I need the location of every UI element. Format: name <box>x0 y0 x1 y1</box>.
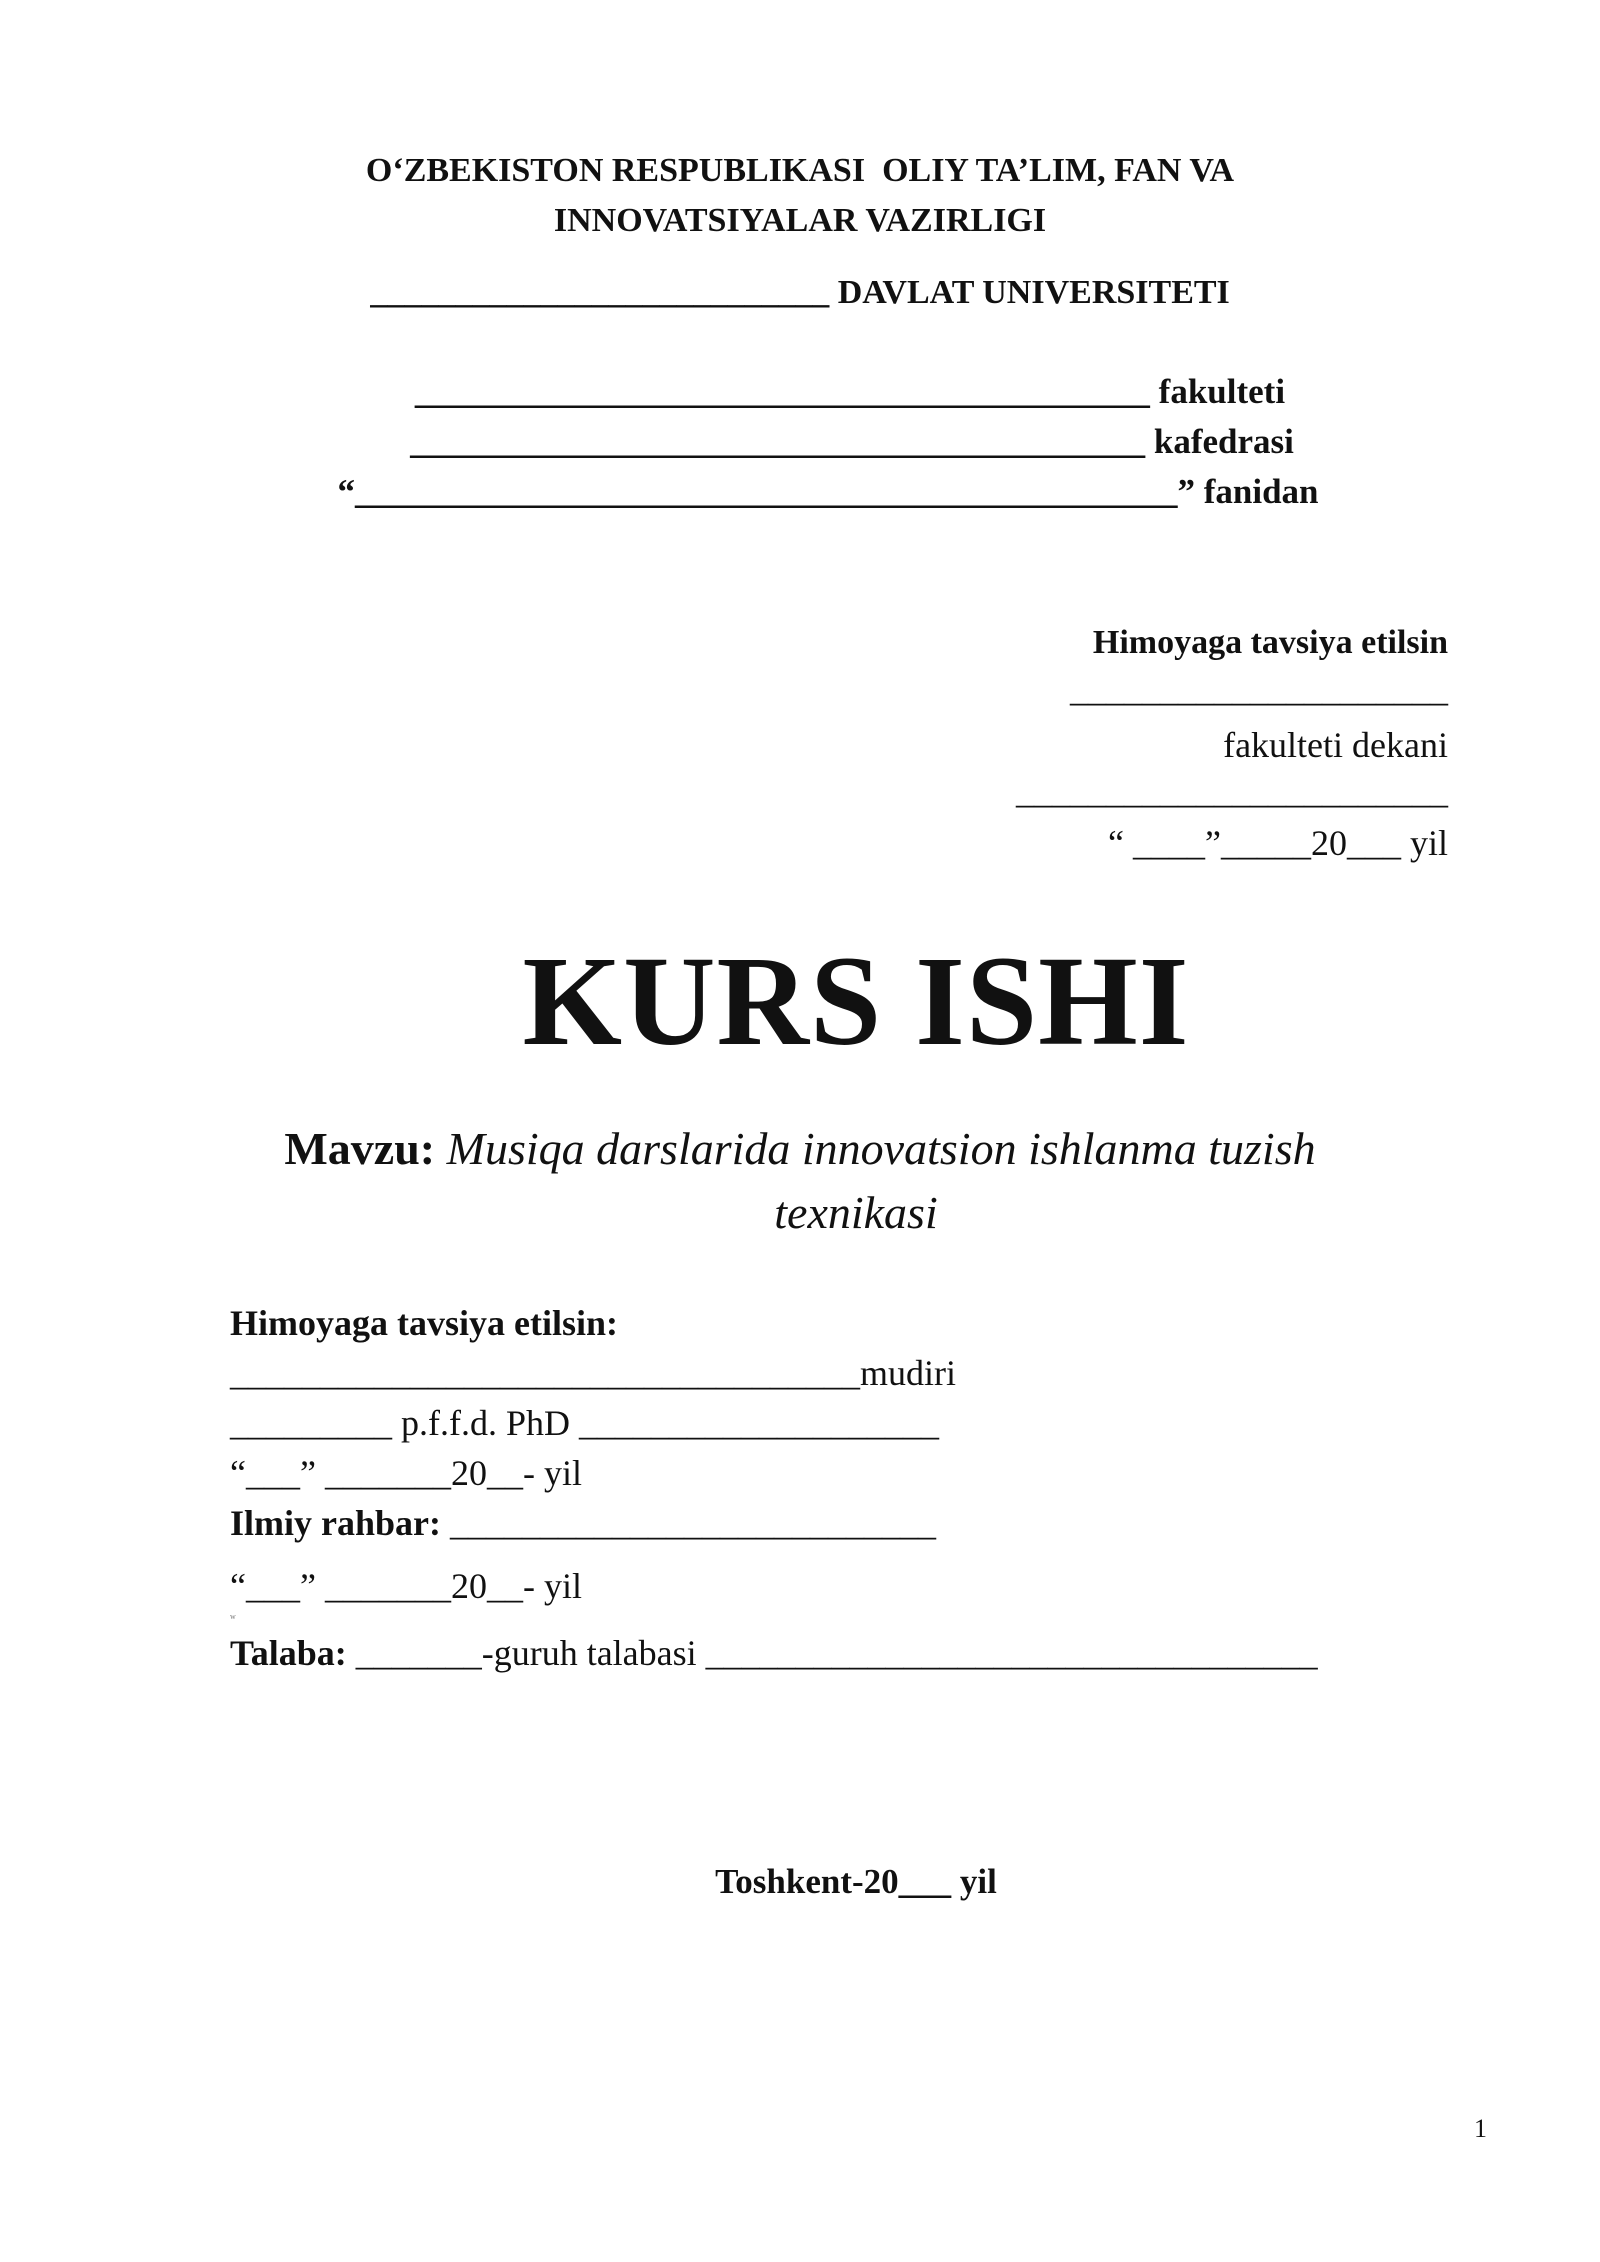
supervisor-blank: ___________________________ <box>441 1503 936 1543</box>
student-blank: _______-guruh talabasi __________________________________ <box>346 1633 1318 1673</box>
supervisor-line <box>230 1502 936 1544</box>
department-head-line: ___________________________________mudiri <box>230 1353 956 1393</box>
city-year: Toshkent-20___ yil <box>715 1862 997 1901</box>
approval-top-date: “ ____”_____20___ yil <box>1108 823 1448 863</box>
dean-name-line: ________________________ <box>1016 771 1448 811</box>
page-number: 1 <box>1474 2114 1487 2143</box>
approval-top-heading: Himoyaga tavsiya etilsin <box>1092 624 1448 661</box>
faculty-line: __________________________________________ fakulteti <box>414 372 1286 411</box>
university-line: ___________________________ DAVLAT UNIVERSITETI <box>370 274 1230 311</box>
topic-text-1: Musiqa darslarida innovatsion ishlanma tuzish <box>446 1123 1316 1174</box>
dean-label: fakulteti dekani <box>1223 725 1448 765</box>
supervisor-label: Ilmiy rahbar: <box>230 1503 441 1543</box>
topic-label: Mavzu: <box>284 1123 436 1174</box>
student-line <box>230 1632 1318 1674</box>
ministry-line-2: INNOVATSIYALAR VAZIRLIGI <box>553 202 1047 239</box>
tiny-mark: w <box>230 1612 236 1621</box>
subject-line: “_______________________________________________” fanidan <box>337 472 1319 511</box>
approval-bottom-heading: Himoyaga tavsiya etilsin: <box>230 1303 618 1343</box>
approval-top-sign-line: _____________________ <box>1070 669 1448 709</box>
department-line: __________________________________________ kafedrasi <box>410 422 1294 461</box>
document-title: KURS ISHI <box>522 930 1190 1072</box>
approval-date-2: “___” _______20__- yil <box>230 1566 582 1606</box>
degree-line: _________ p.f.f.d. PhD ____________________ <box>230 1403 939 1443</box>
approval-date-1: “___” _______20__- yil <box>230 1453 582 1493</box>
topic-line-1 <box>0 1122 1600 1175</box>
student-label: Talaba: <box>230 1633 347 1673</box>
ministry-line-1: O‘ZBEKISTON RESPUBLIKASI OLIY TA’LIM, FAN VA <box>365 152 1235 189</box>
topic-line-2: texnikasi <box>774 1187 938 1238</box>
